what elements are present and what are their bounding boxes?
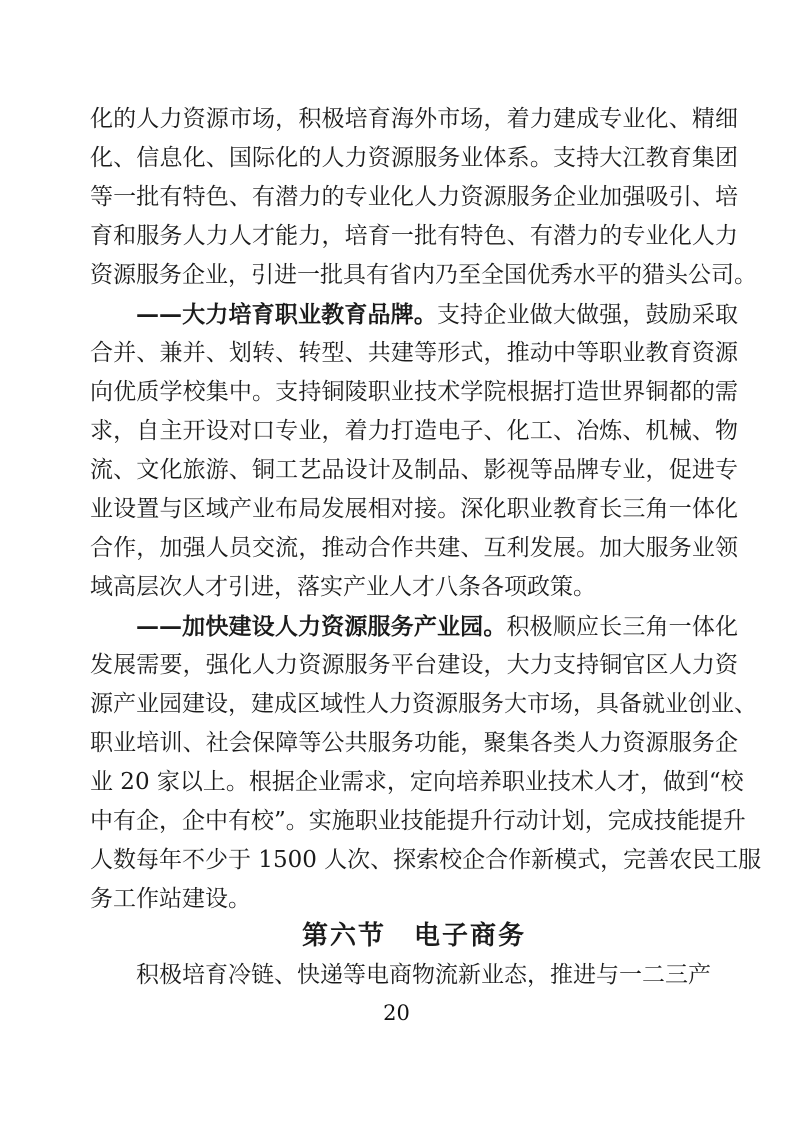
page-number: 20 [383, 1001, 410, 1025]
text-line: 职业培训、社会保障等公共服务功能，聚集各类人力资源服务企 [90, 730, 738, 756]
text-line: 育和服务人力人才能力，培育一批有特色、有潜力的专业化人力 [90, 223, 738, 249]
text-line: 合作，加强人员交流，推动合作共建、互利发展。加大服务业领 [90, 535, 738, 561]
text-line: 求，自主开设对口专业，着力打造电子、化工、冶炼、机械、物 [90, 418, 738, 444]
paragraph-lead-rest: 积极顺应长三角一体化 [506, 614, 739, 640]
paragraph-lead: ——加快建设人力资源服务产业园。 [136, 613, 507, 640]
text-line: 域高层次人才引进，落实产业人才八条各项政策。 [90, 574, 596, 600]
text-line: 向优质学校集中。支持铜陵职业技术学院根据打造世界铜都的需 [90, 379, 738, 405]
text-line: 积极培育冷链、快递等电商物流新业态，推进与一二三产 [136, 962, 711, 988]
text-line: 等一批有特色、有潜力的专业化人力资源服务企业加强吸引、培 [90, 184, 738, 210]
text-line: 化的人力资源市场，积极培育海外市场，着力建成专业化、精细 [90, 106, 738, 132]
paragraph-lead-rest: 支持企业做大做强，鼓励采取 [437, 302, 739, 328]
text-line: 务工作站建设。 [90, 886, 251, 912]
text-line: 流、文化旅游、铜工艺品设计及制品、影视等品牌专业，促进专 [90, 457, 738, 483]
text-line: 中有企，企中有校”。实施职业技能提升行动计划，完成技能提升 [90, 808, 746, 834]
text-line: 资源服务企业，引进一批具有省内乃至全国优秀水平的猎头公司。 [90, 262, 757, 288]
text-line: 业设置与区域产业布局发展相对接。深化职业教育长三角一体化 [90, 496, 738, 522]
text-line: 源产业园建设，建成区域性人力资源服务大市场，具备就业创业、 [90, 691, 757, 717]
text-line: 化、信息化、国际化的人力资源服务业体系。支持大江教育集团 [90, 145, 738, 171]
text-line: 业 20 家以上。根据企业需求，定向培养职业技术人才，做到“校 [90, 769, 744, 795]
paragraph-lead-line [90, 295, 738, 334]
text-line: 发展需要，强化人力资源服务平台建设，大力支持铜官区人力资 [90, 652, 738, 678]
section-heading: 第六节 电子商务 [301, 921, 526, 951]
text-line: 人数每年不少于 1500 人次、探索校企合作新模式，完善农民工服 [90, 847, 762, 873]
text-block [90, 100, 762, 995]
text-line: 合并、兼并、划转、转型、共建等形式，推动中等职业教育资源 [90, 340, 738, 366]
paragraph-lead-line [90, 607, 738, 646]
paragraph-lead: ——大力培育职业教育品牌。 [136, 301, 437, 328]
